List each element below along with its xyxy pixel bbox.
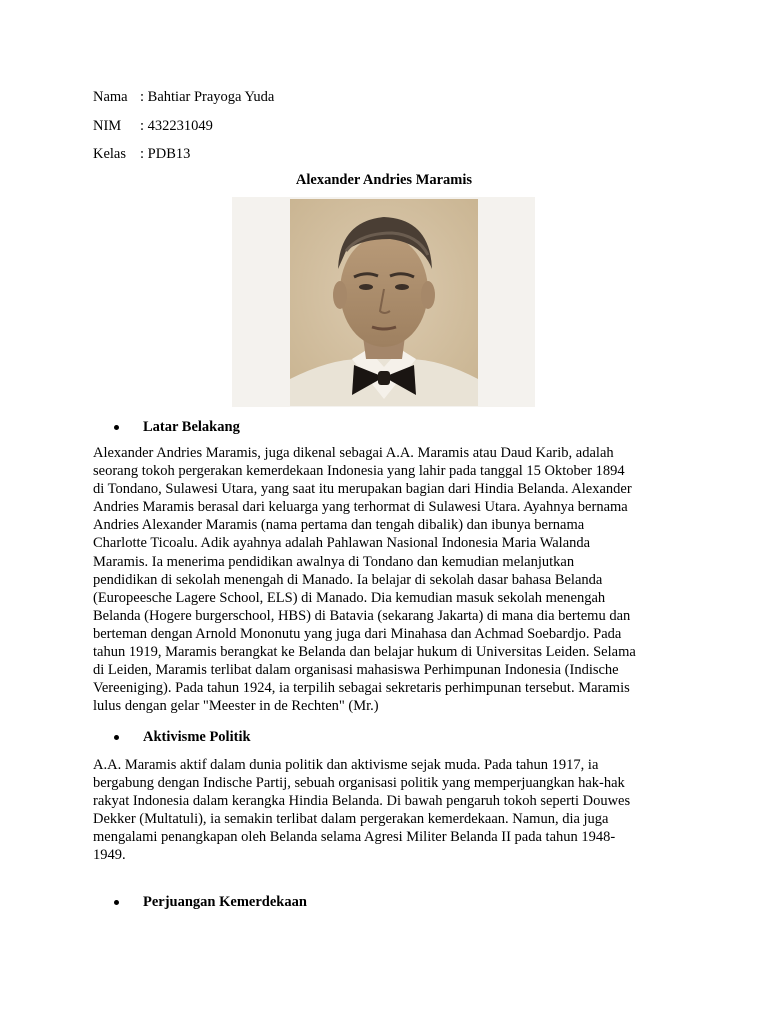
paragraph-line: di Leiden, Maramis terlibat dalam organisasi mahasiswa Perhimpunan Indonesia (Indische	[93, 662, 619, 679]
nama-label: Nama	[93, 89, 128, 105]
paragraph-line: seorang tokoh pergerakan kemerdekaan Indonesia yang lahir pada tanggal 15 Oktober 1894	[93, 463, 625, 480]
paragraph-line: lulus dengan gelar "Meester in de Rechten" (Mr.)	[93, 698, 379, 715]
paragraph-line: pendidikan di sekolah menengah di Manado. Ia belajar di sekolah dasar bahasa Belanda	[93, 571, 603, 588]
nim-label: NIM	[93, 118, 122, 134]
paragraph-aktivisme-politik	[93, 756, 675, 865]
paragraph-line: Andries Alexander Maramis (nama pertama dan tengah dibalik) dan ibunya bernama	[93, 517, 585, 534]
kelas-value: : PDB13	[140, 146, 191, 162]
paragraph-line: 1949.	[93, 847, 126, 864]
meta-nama	[93, 88, 274, 106]
paragraph-line: Alexander Andries Maramis, juga dikenal sebagai A.A. Maramis atau Daud Karib, adalah	[93, 445, 614, 461]
bullet-icon	[114, 900, 119, 905]
portrait-photo	[290, 199, 478, 406]
paragraph-line: mengalami penangkapan oleh Belanda selama Agresi Militer Belanda II pada tahun 1948-	[93, 829, 616, 846]
paragraph-line: A.A. Maramis aktif dalam dunia politik dan aktivisme sejak muda. Pada tahun 1917, ia	[93, 757, 599, 773]
paragraph-line: rakyat Indonesia dalam kerangka Hindia Belanda. Di bawah pengaruh tokoh seperti Douwes	[93, 793, 631, 810]
paragraph-line: Charlotte Ticoalu. Adik ayahnya adalah Pahlawan Nasional Indonesia Maria Walanda	[93, 535, 591, 552]
paragraph-line: Vereeniging). Pada tahun 1924, ia terpilih sebagai sekretaris perhimpunan tersebut. Maramis	[93, 680, 630, 697]
paragraph-latar-belakang	[93, 444, 675, 715]
paragraph-line: bergabung dengan Indische Partij, sebuah organisasi politik yang memperjuangkan hak-hak	[93, 775, 625, 792]
paragraph-line: Belanda (Hogere burgerschool, HBS) di Batavia (sekarang Jakarta) di mana dia bertemu dan	[93, 607, 631, 624]
meta-nim	[93, 117, 213, 135]
nim-value: : 432231049	[140, 118, 213, 134]
paragraph-line: Andries Maramis berasal dari keluarga yang terhormat di Sulawesi Utara. Ayahnya bernama	[93, 499, 628, 516]
paragraph-line: tahun 1919, Maramis berangkat ke Belanda dan belajar hukum di Universitas Leiden. Selama	[93, 644, 636, 661]
kelas-label: Kelas	[93, 146, 127, 162]
paragraph-line: Maramis. Ia menerima pendidikan awalnya di Tondano dan kemudian melanjutkan	[93, 553, 575, 570]
page-title: Alexander Andries Maramis	[295, 172, 473, 188]
paragraph-line: Dekker (Multatuli), ia semakin terlibat dalam pergerakan kemerdekaan. Namun, dia juga	[93, 811, 609, 828]
meta-kelas	[93, 145, 190, 163]
paragraph-line: di Tondano, Sulawesi Utara, yang saat itu merupakan bagian dari Hindia Belanda. Alexander	[93, 481, 632, 498]
document-page: Nama : Bahtiar Prayoga Yuda NIM : 432231049 Kelas : PDB13 Alexander Andries Maramis Latar Belakang Alexander Andries Maramis, juga dikenal sebagai A.A. Maramis atau Daud Karib, adalah seorang tokoh pergerakan kemerdekaan Indonesia yang lahir pada tanggal 15 Oktober 1894 di Tondano, Sulawesi Utara, yang saat itu merupakan bagian dari Hindia Belanda. Alexander Andries Maramis berasal dari keluarga yang terhormat di Sulawesi Utara. Ayahnya bernama Andries Alexander Maramis (nama pertama dan tengah dibalik) dan ibunya bernama Charlotte Ticoalu. Adik ayahnya adalah Pahlawan Nasional Indonesia Maria Walanda Maramis. Ia menerima pendidikan awalnya di Tondano dan kemudian melanjutkan pendidikan di sekolah menengah di Manado. Ia belajar di sekolah dasar bahasa Belanda (Europeesche Lagere School, ELS) di Manado. Dia kemudian masuk sekolah menengah Belanda (Hogere burgerschool, HBS) di Batavia (sekarang Jakarta) di mana dia bertemu dan berteman dengan Arnold Mononutu yang juga dari Minahasa dan Achmad Soebardjo. Pada tahun 1919, Maramis berangkat ke Belanda dan belajar hukum di Universitas Leiden. Selama di Leiden, Maramis terlibat dalam organisasi mahasiswa Perhimpunan Indonesia (Indische Vereeniging). Pada tahun 1924, ia terpilih sebagai sekretaris perhimpunan tersebut. Maramis lulus dengan gelar "Meester in de Rechten" (Mr.) Aktivisme Politik A.A. Maramis aktif dalam dunia politik dan aktivisme sejak muda. Pada tahun 1917, ia bergabung dengan Indische Partij, sebuah organisasi politik yang memperjuangkan hak-hak rakyat Indonesia dalam kerangka Hindia Belanda. Di bawah pengaruh tokoh seperti Douwes Dekker (Multatuli), ia semakin terlibat dalam pergerakan kemerdekaan. Namun, dia juga mengalami penangkapan oleh Belanda selama Agresi Militer Belanda II pada tahun 1948- 1949. Perjuangan Kemerdekaan	[0, 0, 768, 1024]
bullet-icon	[114, 735, 119, 740]
paragraph-line: (Europeesche Lagere School, ELS) di Manado. Dia kemudian masuk sekolah menengah	[93, 589, 606, 606]
bullet-icon	[114, 425, 119, 430]
portrait-frame	[232, 197, 535, 407]
paragraph-line: berteman dengan Arnold Mononutu yang juga dari Minahasa dan Achmad Soebardjo. Pada	[93, 625, 622, 642]
nama-value: : Bahtiar Prayoga Yuda	[140, 89, 275, 105]
